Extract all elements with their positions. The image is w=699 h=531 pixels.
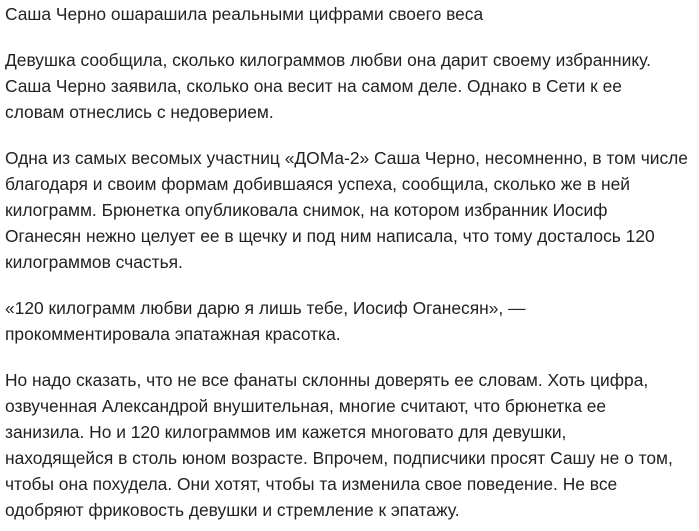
text-line: озвученная Александрой внушительная, многие считают, что брюнетка ее	[5, 396, 607, 416]
text-line: килограмм. Брюнетка опубликовала снимок, на котором избранник Иосиф	[5, 200, 608, 220]
paragraph-body	[5, 145, 695, 275]
text-line: Одна из самых весомых участниц «ДОМа-2» Саша Черно, несомненно, в том числе	[5, 148, 688, 168]
paragraph-intro	[5, 47, 695, 125]
text-line: прокомментировала эпатажная красотка.	[5, 324, 341, 344]
text-line: Девушка сообщила, сколько килограммов любви она дарит своему избраннику.	[5, 50, 651, 70]
text-line: Но надо сказать, что не все фанаты склонны доверять ее словам. Хоть цифра,	[5, 370, 649, 390]
text-line: «120 килограмм любви дарю я лишь тебе, Иосиф Оганесян», —	[5, 298, 526, 318]
text-line: находящейся в столь юном возрасте. Впрочем, подписчики просят Сашу не о том,	[5, 448, 673, 468]
text-line: словам отнеслись с недоверием.	[5, 102, 274, 122]
text-line: чтобы она похудела. Они хотят, чтобы та изменила свое поведение. Не все	[5, 474, 618, 494]
text-line: занизила. Но и 120 килограммов им кажется многовато для девушки,	[5, 422, 567, 442]
text-line: благодаря и своим формам добившаяся успеха, сообщила, сколько же в ней	[5, 174, 630, 194]
text-line: килограммов счастья.	[5, 252, 183, 272]
article	[5, 0, 695, 523]
paragraph-quote	[5, 295, 695, 347]
article-title: Саша Черно ошарашила реальными цифрами своего веса	[5, 4, 484, 24]
paragraph-conclusion	[5, 367, 695, 523]
text-line: одобряют фриковость девушки и стремление к эпатажу.	[5, 500, 460, 520]
text-line: Саша Черно заявила, сколько она весит на самом деле. Однако в Сети к ее	[5, 76, 622, 96]
text-line: Оганесян нежно целует ее в щечку и под ним написала, что тому досталось 120	[5, 226, 655, 246]
